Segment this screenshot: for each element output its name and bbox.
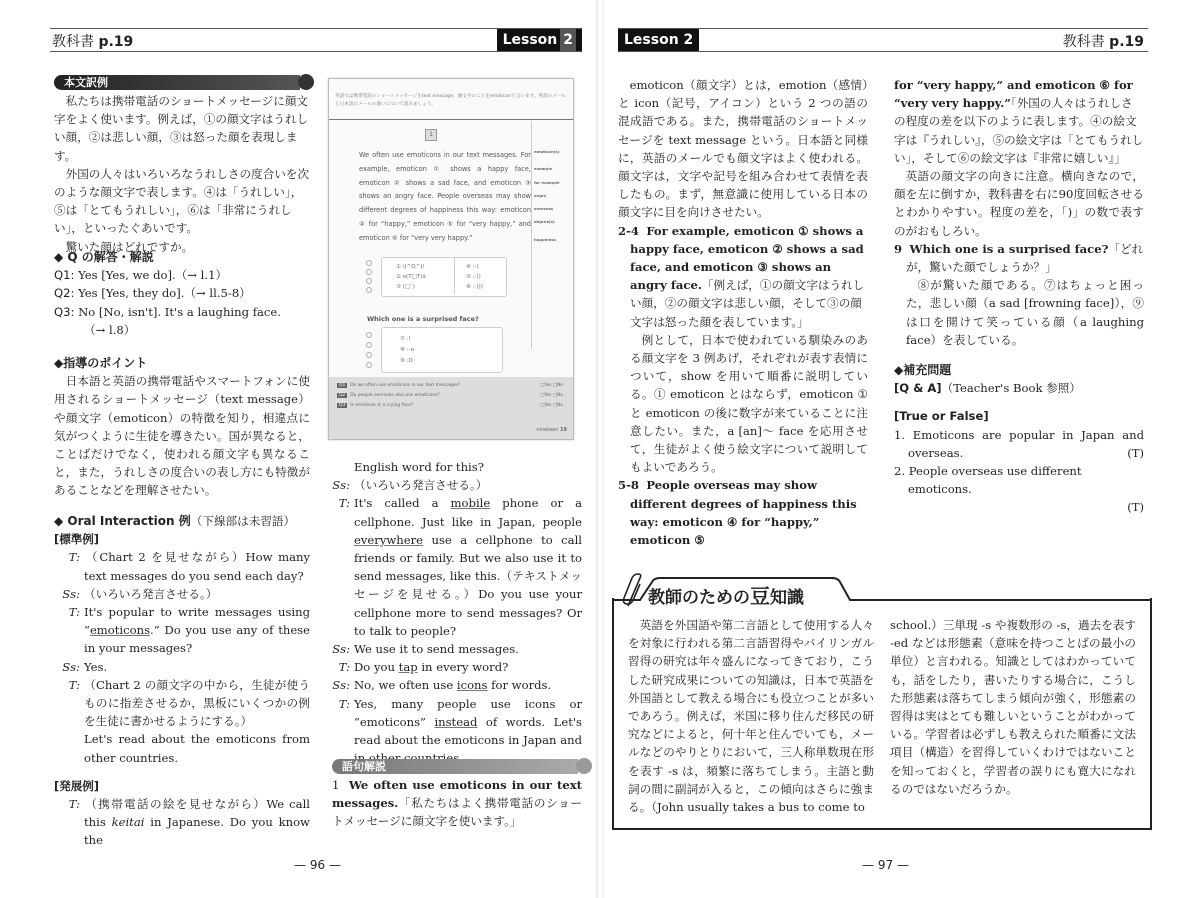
lesson-badge: Lesson 2	[618, 29, 699, 51]
textbook-intro: 英語では携帯電話のショートメッセージをtext message，顔文字のことをemoticonと言います。英語のメールと日本語のメールの違いについて読みましょう。	[335, 94, 566, 107]
oral-interaction-continued: English word for this? Ss: （いろいろ発言させる。） T: It's called a mobile phone or a cellphone. Just like in Japan, people everywhere use a cellphone to call friends or family. But we also use it to send messages, like this.（テキストメッセージを見せる。）Do you use your cellphone more to send messages? Or to talk to people? Ss: We use it to send messages. T: Do you tap in every word? Ss: No, we often use icons for words. T: Yes, many people use icons or “emoticons” instead of words. Let's read about the emoticons in Japan and	[332, 460, 583, 748]
page-gutter	[596, 0, 604, 898]
right-col2: for “very happy,” and emoticon ⑥ for “very very happy.”「外国の人々はうれしさの程度の差を以下のように表します。④の絵文字は『うれしい』，⑤の絵文字は「とてもうれしい」，そして⑥の絵文字は『非常に嬉しい』」 英語の顔文字の向きに注意。横向きなので，顔を左に倒すか，教科書を右に90度回転させるとわかりやすい。程度の差を，「)」の数で表すのがおもしろい。 9 Which one is a surprised face?「どれが，驚いた顔でしょうか？」 ⑧が驚いた顔である。⑦はちょっと困った，悲しい顔（a sad [frowning face]），⑨は口を開けて笑っている顔（a laughing face）を表している。 ◆補充問題 [Q & A]（Teacher's Book 参照） [True or False] 1. Emoticons are popular in Japan and overseas. (T) 2. People overseas use different emoticons. (T)	[894, 78, 1145, 515]
right-page-header	[618, 28, 1148, 52]
textbook-question: Which one is a surprised face?	[367, 315, 479, 323]
phrase-explanation: 1 We often use emoticons in our text messages.「私たちはよく携帯電話のショートメッセージに顔文字を使います。」	[332, 778, 582, 829]
mame-text-col1: 英語を外国語や第二言語として使用する人々を対象に行われる第二言語習得やバイリンガル習得の研究は年々盛んになってきており，こうした研究成果についての知識は，日本で英語を外国語として教える場合にも役立つことが多いであろう。例えば，米国に移り住んだ移民の研究などによると，何十年と住んでいても，メールなどのやりとりにおいて，三人称単数現在形を表す -s は，頻繁に落ちてしまう。主語と動詞の間に副詞が入ると，この傾向はさらに強まる。（John usually takes a bus to come to	[628, 618, 874, 815]
textbook-section-number: 1	[425, 129, 437, 141]
textbook-page-ref: 教科書 p.19	[52, 34, 134, 50]
teaching-points: ◆指導のポイント 日本語と英語の携帯電話やスマートフォンに使用されるショートメッセージ（text message）や顔文字（emoticon）の特徴を知り，相違点に気がつくように生徒を導きたい。国が異なると，ことばだけでなく，使われる顔文字も異なること，また，うれしさの度合いの表し方にも特徴があることなどを理解させたい。	[54, 356, 310, 498]
section-title-phrases: 語句解説	[332, 759, 578, 774]
page-number-right: — 97 —	[862, 858, 909, 872]
emoticon-chart: ① \(^O^)/ ② o(T□T)o ③ (□`) ④ :-) ⑤ :-)) ⑥ :-)))	[381, 257, 507, 297]
mame-text-col2: school.）三単現 -s や複数形の -s，過去を表す -ed などは形態素（意味を持つことばの最小の単位）と言われる。知識としてはわかっていても，話をしたり，書いたりする場合に，こうした形態素は落ちてしまう傾向が強く，形態素の習得は実はとても難しいということがわかっている。学習者は必ずしも教えられた順番に文法項目（構造）を習得していくわけではないことを知っておくと，学習者の誤りにも寛大になれるのではないだろうか。	[890, 618, 1136, 796]
mame-title: 教師のための豆知識	[648, 584, 804, 608]
right-col1: emoticon（顔文字）とは，emotion（感情）と icon（記号，アイコン）という 2 つの語の混成語である。また，携帯電話のショートメッセージを text message という。日本語と同様に，英語のメールでも顔文字はよく使われる。顔文字は，文字や記号を組み合わせて表情を表したもの。まず，無意識に使用している日本の顔文字に目を向けさせたい。 2-4 For example, emoticon ① shows a happy face, emoticon ② shows a sad face, and emoticon ③ shows an angry face.「例えば，①の顔文字はうれしい顔，②の顔文字は悲しい顔，そして③の顔文字は怒った顔を表しています。」 例として，日本で使われている馴染みのある顔文字を 3 例あげ，それぞれが表す表情について，show を用いて順番に説明している。① emoticon とはならず，emoticon ①と emoticon の後に数字が来ていることに注意したい。また，a [an]〜 face を応用させて，生徒がよく使う絵文字について説明してもよいであろう。 5-8 People overseas may show different degrees of happiness this way: emoticon ④ for “happy,” emoticon ⑤	[618, 78, 868, 548]
section-title-translation: 本文訳例	[54, 75, 300, 90]
textbook-glossary: emoticon(s) example for example angry overseas degree(s) happiness	[531, 121, 573, 349]
q-answers: ◆ Q の解答・解説 Q1: Yes [Yes, we do].（→ l.1） Q2: Yes [Yes, they do].（→ ll.5-8） Q3: No [No, isn't]. It's a laughing face. （→ l.8）	[54, 250, 281, 337]
textbook-page-image	[328, 78, 574, 440]
translation-text: 私たちは携帯電話のショートメッセージに顔文字をよく使います。例えば，①の顔文字はうれしい顔，②は悲しい顔，③は怒った顔を表現します。 外国の人々はいろいろなうれしさの度合いを次のような顔文字で表します。④は「うれしい」，⑤は「とてもうれしい」，⑥は「非常にうれしい」，といったぐあいです。 驚いた顔はどれですか。	[54, 94, 310, 254]
textbook-check-questions: Q1 Do we often use emoticons in our text messages? □Yes □No Q2 Do people overseas also use emoticons? □Yes □No Q3 Is emoticon ⑨ a crying face? □Yes □No nineteen 19	[329, 377, 573, 439]
textbook-body: We often use emoticons in our text messages. For example, emoticon ① shows a happy face, emoticon ② shows a sad face, and emoticon ③ shows an angry face. People overseas may show different degrees of happiness this way: emoticon ④ for “happy,” emoticon ⑤ for “very happy,” and emoticon ⑥ for “very very happy.”	[359, 151, 531, 242]
surprised-face-choices: ⑦ :( ⑧ :-o ⑨ :D	[381, 327, 503, 373]
oral-interaction: ◆ Oral Interaction 例（下線部は未習語） [標準例] T: （Chart 2 を見せながら）How many text messages do you send each day? Ss: （いろいろ発言させる。） T: It's popular to write messages using “emoticons.” Do you use any of these in your messages? Ss: Yes. T: （Chart 2 の顔文字の中から，生徒が使うものに指差させるか，黒板にいくつかの例を生徒に書かせるようにする。） Let's read about the emoticons from other countries. [発展例] T: （携帯電話の絵を見せながら）We call this keitai in Japanese. Do you know the	[54, 514, 310, 848]
textbook-page-ref: 教科書 p.19	[1062, 34, 1144, 50]
lesson-badge: Lesson 2	[497, 29, 582, 51]
left-page-header	[50, 28, 582, 52]
page-number-left: — 96 —	[294, 858, 341, 872]
